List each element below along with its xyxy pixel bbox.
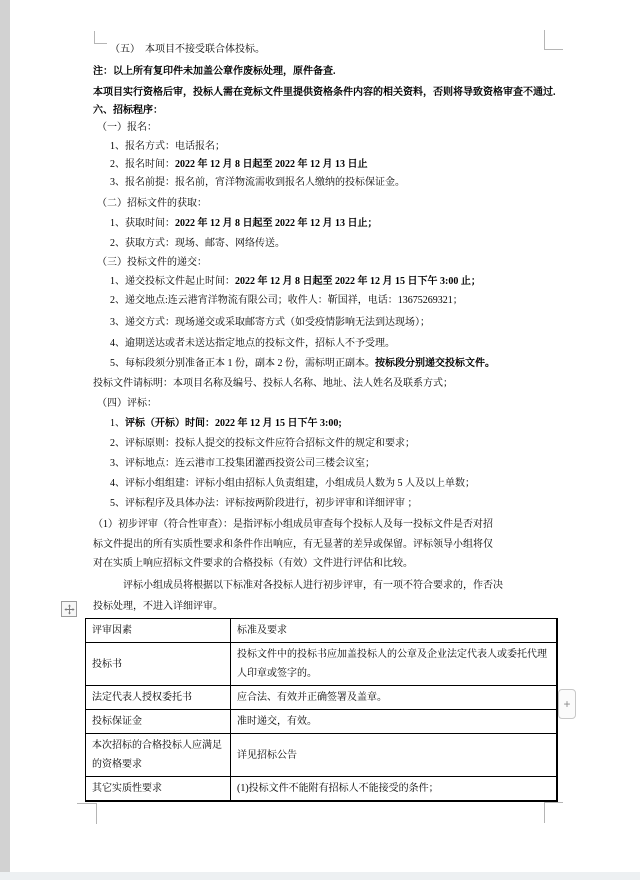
text-segment: 对在实质上响应招标文件要求的合格投标（有效）文件进行评估和比较。: [93, 558, 413, 569]
requirement-cell[interactable]: 详见招标公告: [231, 734, 557, 777]
text-segment: 4、评标小组组建：评标小组由招标人负责组建，小组成员人数为 5 人及以上单数；: [110, 478, 475, 489]
text-segment-bold: 按标段分别递交投标文件。: [375, 358, 495, 369]
table-insert-plus-button[interactable]: +: [558, 689, 576, 719]
text-line[interactable]: [110, 496, 418, 512]
text-segment: 评标小组成员将根据以下标准对各投标人进行初步评审，有一项不符合要求的，作否决: [123, 580, 503, 591]
requirement-cell[interactable]: 准时递交，有效。: [231, 710, 557, 734]
text-line[interactable]: [97, 120, 157, 136]
text-line[interactable]: [93, 556, 413, 572]
text-segment: 投标处理，不进入详细评审。: [93, 601, 223, 612]
requirement-cell[interactable]: 应合法、有效并正确签署及盖章。: [231, 686, 557, 710]
text-segment-bold: 评标（开标）时间：2022 年 12 月 15 日下午 3:00;: [125, 418, 342, 429]
factor-cell[interactable]: 本次招标的合格投标人应满足的资格要求: [86, 734, 231, 777]
text-segment: 投标文件请标明：本项目名称及编号、投标人名称、地址、法人姓名及联系方式；: [93, 378, 453, 389]
text-segment: 2、获取方式：现场、邮寄、网络传送。: [110, 238, 285, 249]
text-segment: （三）投标文件的递交：: [97, 257, 207, 268]
text-segment: 5、评标程序及具体办法：评标按两阶段进行，初步评审和详细评审 ；: [110, 498, 418, 509]
text-line[interactable]: [93, 64, 336, 80]
factor-cell[interactable]: 投标保证金: [86, 710, 231, 734]
text-line[interactable]: [97, 196, 207, 212]
text-line[interactable]: [110, 356, 495, 372]
move-cross-icon: [64, 604, 75, 615]
factor-cell[interactable]: 其它实质性要求: [86, 777, 231, 802]
text-segment-bold: 2022 年 12 月 8 日起至 2022 年 12 月 13 日止: [175, 159, 368, 170]
text-segment: 1、递交投标文件起止时间：: [110, 276, 235, 287]
text-line[interactable]: [110, 157, 368, 173]
text-segment: 1、获取时间：: [110, 218, 175, 229]
table-header-row: [86, 619, 557, 643]
text-line[interactable]: [93, 103, 163, 119]
text-segment: 1、: [110, 418, 125, 429]
text-segment: 2、递交地点:连云港宵洋物流有限公司；收件人：靳国祥，电话：13675269321；: [110, 295, 463, 306]
text-segment: （四）评标：: [97, 398, 157, 409]
app-background-bottom: [0, 872, 640, 880]
text-line[interactable]: [110, 315, 430, 331]
text-line[interactable]: [93, 537, 493, 553]
margin-mark-bottom-right-icon: [544, 802, 563, 823]
text-segment: （1）初步评审（符合性审查）：是指评标小组成员审查每个投标人及每一投标文件是否对招: [93, 519, 493, 530]
text-line[interactable]: [110, 436, 415, 452]
document-page[interactable]: [10, 0, 640, 872]
text-segment-bold: 2022 年 12 月 8 日起至 2022 年 12 月 15 日下午 3:00 止；: [235, 276, 481, 287]
text-segment: 标文件提出的所有实质性要求和条件作出响应，有无显著的差异或保留。评标领导小组将仅: [93, 539, 493, 550]
table-row: [86, 643, 557, 686]
table-header-requirement[interactable]: 标准及要求: [231, 619, 557, 643]
text-segment: 2、评标原则：投标人提交的投标文件应符合招标文件的规定和要求；: [110, 438, 415, 449]
app-background-left: [0, 0, 10, 880]
text-line[interactable]: [93, 517, 493, 533]
text-segment: （五） 本项目不接受联合体投标。: [110, 44, 265, 55]
requirement-cell[interactable]: 投标文件中的投标书应加盖投标人的公章及企业法定代表人或委托代理人印章或签字的。: [231, 643, 557, 686]
text-segment-bold: 本项目实行资格后审，投标人需在竞标文件里提供资格条件内容的相关资料，否则将导致资格审查不通过.: [93, 87, 556, 98]
text-line[interactable]: [93, 599, 223, 615]
margin-mark-bottom-left-icon: [77, 803, 97, 824]
factor-cell[interactable]: 投标书: [86, 643, 231, 686]
text-line[interactable]: [93, 85, 556, 101]
text-segment: 1、报名方式：电话报名；: [110, 141, 225, 152]
table-body: [86, 643, 557, 802]
evaluation-criteria-table: [85, 618, 558, 802]
text-line[interactable]: [110, 456, 375, 472]
text-line[interactable]: [110, 336, 395, 352]
table-header-factor[interactable]: 评审因素: [86, 619, 231, 643]
text-line[interactable]: [110, 476, 475, 492]
table-row: [86, 777, 557, 802]
table-move-handle[interactable]: [61, 601, 77, 617]
text-segment-bold: 2022 年 12 月 8 日起至 2022 年 12 月 13 日止；: [175, 218, 378, 229]
text-line[interactable]: [97, 255, 207, 271]
requirement-cell[interactable]: (1)投标文件不能附有招标人不能接受的条件；: [231, 777, 557, 802]
text-segment: 5、每标段须分别准备正本 1 份，副本 2 份，需标明正副本。: [110, 358, 375, 369]
text-segment: 2、报名时间：: [110, 159, 175, 170]
table-row: [86, 710, 557, 734]
text-line[interactable]: [110, 139, 225, 155]
text-line[interactable]: [93, 376, 453, 392]
text-segment: 3、评标地点：连云港市工投集团灌西投资公司三楼会议室；: [110, 458, 375, 469]
table-row: [86, 734, 557, 777]
text-segment: （一）报名：: [97, 122, 157, 133]
text-segment: （二）招标文件的获取：: [97, 198, 207, 209]
text-line[interactable]: [110, 293, 463, 309]
text-line[interactable]: [97, 396, 157, 412]
margin-mark-top-right-icon: [544, 30, 563, 50]
text-segment: 3、递交方式：现场递交或采取邮寄方式（如受疫情影响无法到达现场）；: [110, 317, 430, 328]
text-line[interactable]: [110, 274, 481, 290]
text-segment-bold: 六、招标程序：: [93, 105, 163, 116]
text-line[interactable]: [110, 42, 265, 58]
text-segment: 4、逾期送达或者未送达指定地点的投标文件，招标人不予受理。: [110, 338, 395, 349]
text-segment: 3、报名前提：报名前，宵洋物流需收到报名人缴纳的投标保证金。: [110, 177, 405, 188]
text-line[interactable]: [110, 216, 378, 232]
text-line[interactable]: [110, 416, 342, 432]
text-line[interactable]: [110, 236, 285, 252]
margin-mark-top-left-icon: [94, 31, 107, 44]
text-line[interactable]: [123, 578, 503, 594]
table-row: [86, 686, 557, 710]
text-line[interactable]: [110, 175, 405, 191]
factor-cell[interactable]: 法定代表人授权委托书: [86, 686, 231, 710]
text-segment-bold: 注：以上所有复印件未加盖公章作废标处理，原件备查.: [93, 66, 336, 77]
